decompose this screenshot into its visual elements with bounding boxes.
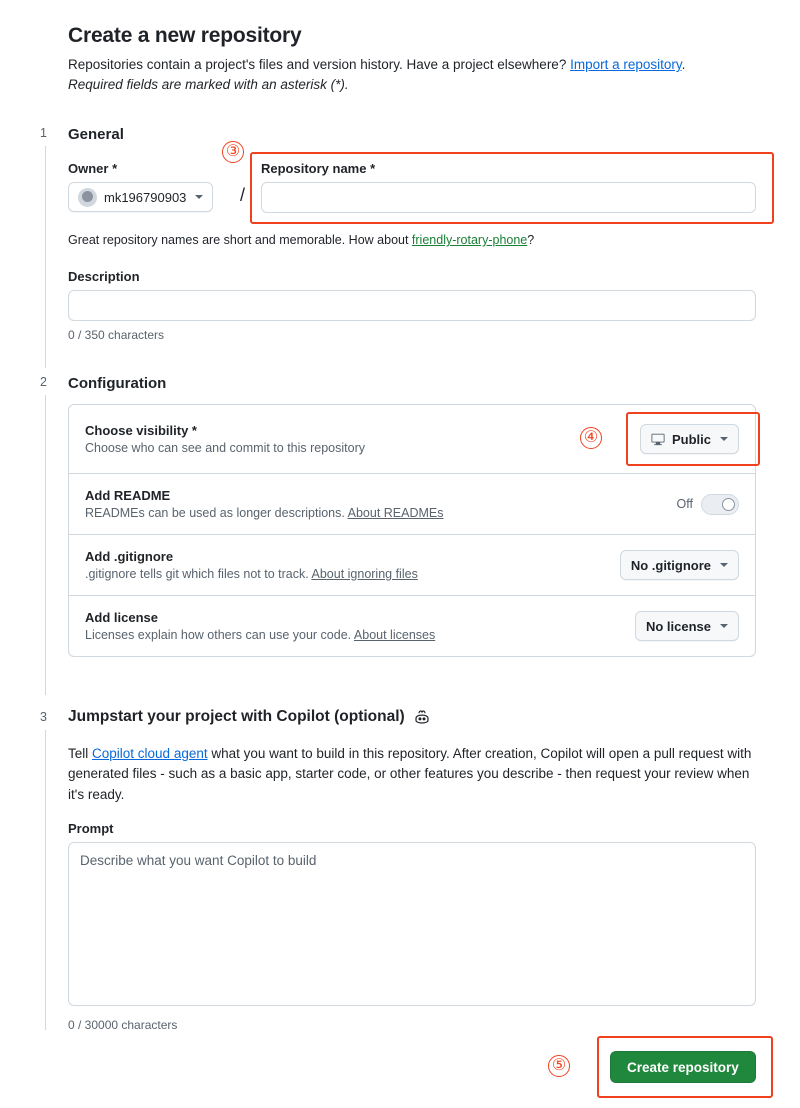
visibility-select[interactable]	[640, 424, 739, 454]
copilot-description	[68, 744, 758, 805]
prompt-textarea[interactable]	[68, 842, 756, 1006]
step-number-1: 1	[40, 126, 47, 140]
gitignore-title: Add .gitignore	[85, 549, 174, 564]
gitignore-value: No .gitignore	[630, 557, 711, 573]
subtitle-suffix: .	[681, 57, 686, 72]
page-title: Create a new repository	[68, 24, 302, 47]
screen-icon	[651, 432, 665, 446]
owner-select[interactable]	[68, 182, 213, 212]
suggested-name-link[interactable]: friendly-rotary-phone	[411, 233, 528, 247]
step-number-2: 2	[40, 375, 47, 389]
subtitle-text: Repositories contain a project's files and version history. Have a project elsewhere?	[68, 57, 571, 72]
step-rail-3	[45, 730, 46, 1030]
chevron-down-icon	[720, 437, 728, 441]
license-value: No license	[645, 618, 711, 634]
owner-name: mk196790903	[104, 189, 187, 205]
step-rail-2	[45, 395, 46, 695]
chevron-down-icon	[720, 624, 728, 628]
owner-repo-separator: /	[240, 185, 246, 205]
owner-field	[68, 161, 213, 212]
section-title-copilot	[68, 708, 431, 726]
visibility-subtitle: Choose who can see and commit to this repository	[85, 441, 365, 455]
readme-row	[69, 474, 755, 535]
readme-title: Add README	[85, 488, 171, 503]
annotation-number-4: ④	[580, 427, 602, 449]
about-readmes-link[interactable]: About READMEs	[347, 506, 444, 520]
page-subtitle	[68, 55, 758, 94]
about-ignoring-files-link[interactable]: About ignoring files	[311, 567, 418, 581]
visibility-title: Choose visibility *	[85, 423, 197, 438]
copilot-icon	[413, 708, 431, 726]
step-number-3: 3	[40, 710, 47, 724]
description-counter: 0 / 350 characters	[68, 328, 165, 342]
annotation-number-3: ③	[222, 141, 244, 163]
section-title-general: General	[68, 126, 124, 143]
avatar	[78, 188, 97, 207]
page-header	[68, 24, 758, 94]
chevron-down-icon	[195, 195, 203, 199]
about-licenses-link[interactable]: About licenses	[353, 628, 436, 642]
gitignore-row	[69, 535, 755, 596]
description-field	[68, 269, 756, 342]
gitignore-select[interactable]	[620, 550, 739, 580]
owner-label: Owner *	[68, 161, 118, 176]
license-select[interactable]	[635, 611, 739, 641]
hint-text: Great repository names are short and memorable. How about	[68, 233, 412, 247]
prompt-label: Prompt	[68, 821, 114, 836]
description-input[interactable]	[68, 290, 756, 321]
gitignore-subtitle-text: .gitignore tells git which files not to track.	[85, 567, 312, 581]
visibility-value: Public	[671, 431, 711, 447]
import-repository-link[interactable]: Import a repository	[570, 57, 682, 72]
copilot-para-suffix: what you want to build in this repository. After creation, Copilot will open a pull request with generated files - such as a basic app, starter code, or other features you describe - then request your review when it's ready.	[68, 746, 752, 802]
repository-name-field	[261, 161, 756, 213]
section-title-configuration: Configuration	[68, 375, 167, 392]
copilot-cloud-agent-link[interactable]: Copilot cloud agent	[92, 746, 208, 761]
step-rail-1	[45, 146, 46, 368]
copilot-title-text: Jumpstart your project with Copilot (optional)	[68, 708, 405, 725]
readme-subtitle-text: READMEs can be used as longer descriptions.	[85, 506, 348, 520]
license-row	[69, 596, 755, 656]
gitignore-subtitle	[85, 567, 418, 581]
repository-name-hint	[68, 233, 534, 247]
required-fields-note: Required fields are marked with an asterisk (*).	[68, 76, 349, 92]
repository-name-label: Repository name *	[261, 161, 376, 176]
toggle-knob	[722, 498, 735, 511]
license-subtitle-text: Licenses explain how others can use your code.	[85, 628, 354, 642]
visibility-row	[69, 405, 755, 474]
repository-name-input[interactable]	[261, 182, 756, 213]
description-label: Description	[68, 269, 140, 284]
license-subtitle	[85, 628, 435, 642]
hint-suffix: ?	[527, 233, 535, 247]
readme-toggle[interactable]	[701, 494, 739, 515]
annotation-number-5: ⑤	[548, 1055, 570, 1077]
create-repository-button[interactable]: Create repository	[610, 1051, 756, 1083]
chevron-down-icon	[720, 563, 728, 567]
readme-subtitle	[85, 506, 444, 520]
copilot-para-prefix: Tell	[68, 746, 93, 761]
prompt-field	[68, 821, 756, 1032]
readme-toggle-state: Off	[676, 497, 693, 511]
prompt-counter: 0 / 30000 characters	[68, 1018, 178, 1032]
license-title: Add license	[85, 610, 158, 625]
configuration-card	[68, 404, 756, 657]
readme-toggle-group[interactable]	[677, 494, 739, 515]
